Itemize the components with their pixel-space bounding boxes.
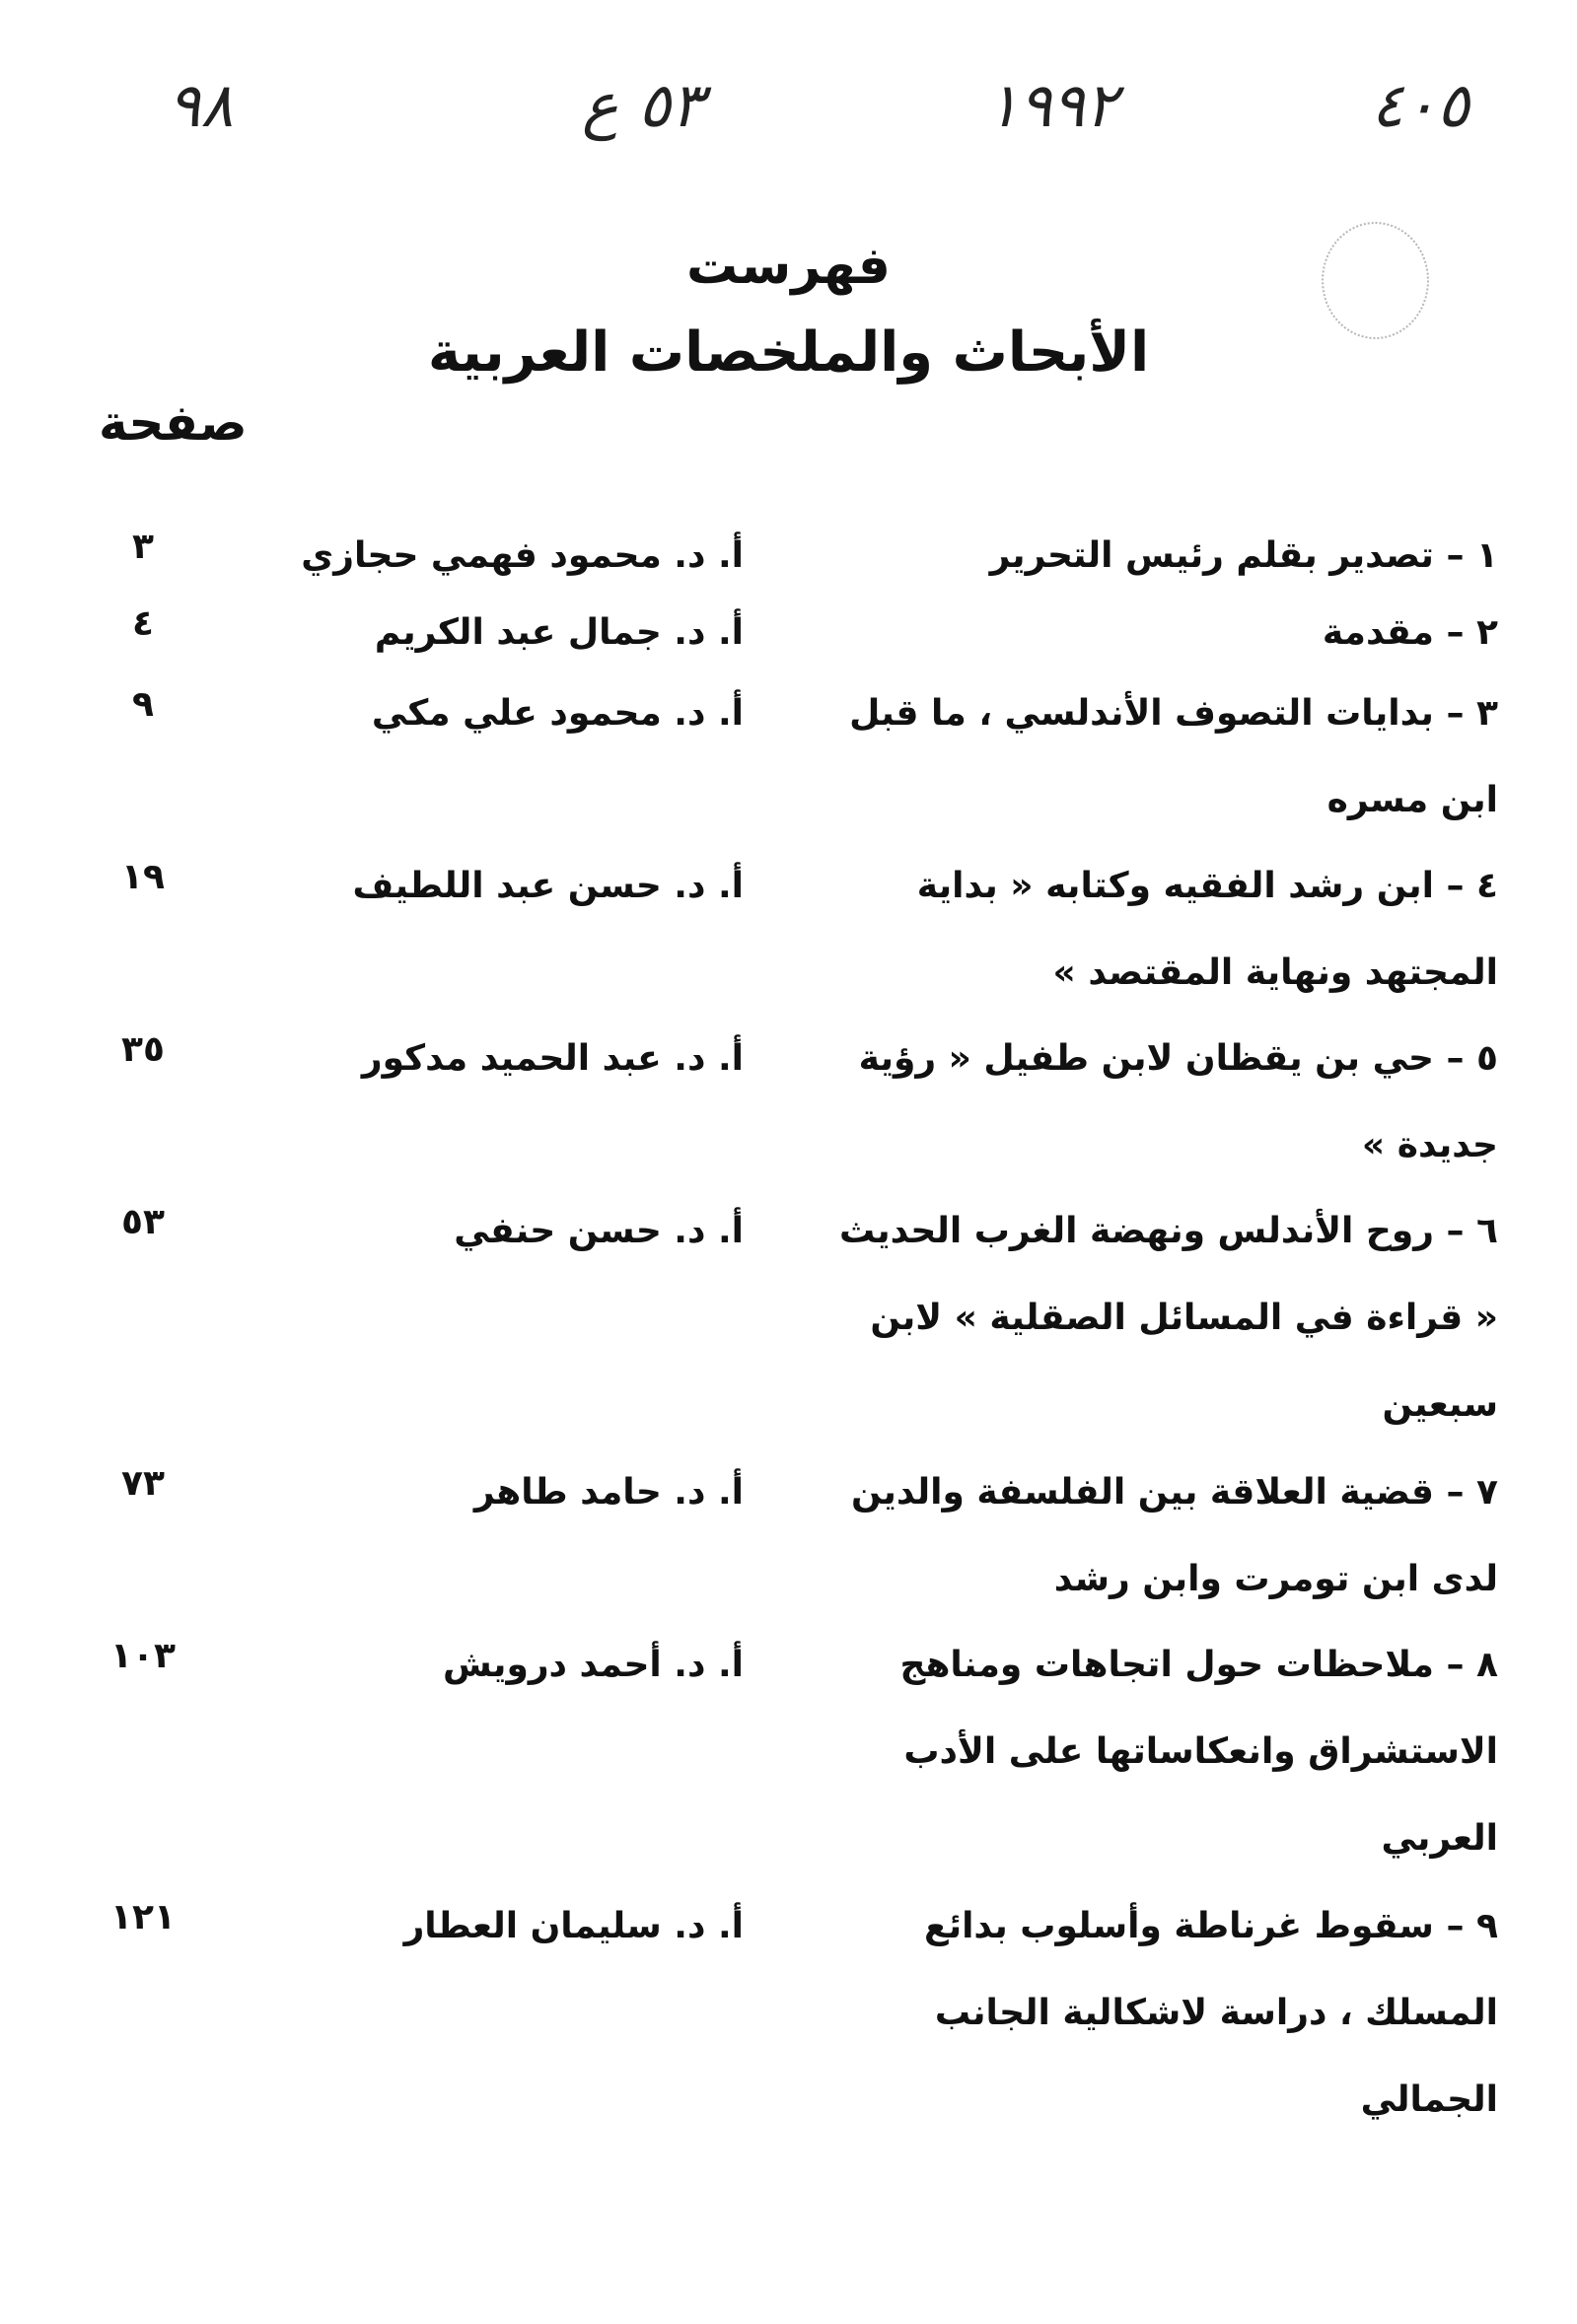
handwritten-note-1: ٩٨ (168, 69, 234, 141)
entry-title: ٤ – ابن رشد الفقيه وكتابه « بداية المجتهد ونهاية المقتصد » (916, 866, 1498, 993)
entry-author: أ. د. حسن عبد اللطيف (352, 866, 744, 906)
entry-page-number: ٥٣ (121, 1202, 165, 1242)
page-subtitle: الأبحاث والملخصات العربية (427, 320, 1150, 385)
entry-title: ١ – تصدير بقلم رئيس التحرير (989, 535, 1498, 576)
entry-author: أ. د. عبد الحميد مدكور (361, 1038, 744, 1079)
entry-author: أ. د. أحمد درويش (443, 1645, 744, 1685)
entry-author: أ. د. سليمان العطار (403, 1906, 744, 1946)
entry-page-number: ٧٣ (121, 1463, 165, 1504)
entry-title: ٨ – ملاحظات حول اتجاهات ومناهج الاستشراق وانعكاساتها على الأدب العربي (899, 1645, 1498, 1859)
page-title: فهرست (686, 237, 891, 296)
entry-author: أ. د. جمال عبد الكريم (374, 612, 744, 653)
entry-author: أ. د. محمود فهمي حجازي (301, 535, 744, 576)
entry-title: ٩ – سقوط غرناطة وأسلوب بدائع المسلك ، دراسة لاشكالية الجانب الجمالي (923, 1906, 1498, 2120)
entry-title: ٢ – مقدمة (1322, 612, 1498, 653)
entry-author: أ. د. محمود علي مكي (371, 693, 744, 734)
page-column-header: صفحة (99, 394, 248, 452)
entry-page-number: ١٩ (121, 857, 165, 897)
handwritten-note-3: ١٩٩٢ (986, 69, 1118, 141)
entry-page-number: ٩ (132, 684, 154, 725)
entry-page-number: ١٠٣ (110, 1636, 176, 1676)
entry-page-number: ٣٥ (121, 1029, 165, 1070)
entry-author: أ. د. حسن حنفي (454, 1211, 744, 1251)
entry-title: ٧ – قضية العلاقة بين الفلسفة والدين لدى ابن تومرت وابن رشد (850, 1472, 1498, 1599)
handwritten-note-4: ٤٠٥ (1371, 69, 1469, 141)
entry-page-number: ٤ (132, 603, 154, 644)
entry-title: ٦ – روح الأندلس ونهضة الغرب الحديث « قراءة في المسائل الصقلية » لابن سبعين (838, 1211, 1498, 1425)
entry-author: أ. د. حامد طاهر (473, 1472, 744, 1513)
entry-title: ٣ – بدايات التصوف الأندلسي ، ما قبل ابن مسره (849, 693, 1498, 820)
entry-page-number: ١٢١ (110, 1897, 176, 1937)
handwritten-note-2: ٥٣ ع (582, 69, 704, 141)
entry-page-number: ٣ (132, 527, 154, 567)
entry-title: ٥ – حي بن يقظان لابن طفيل « رؤية جديدة » (858, 1038, 1498, 1165)
